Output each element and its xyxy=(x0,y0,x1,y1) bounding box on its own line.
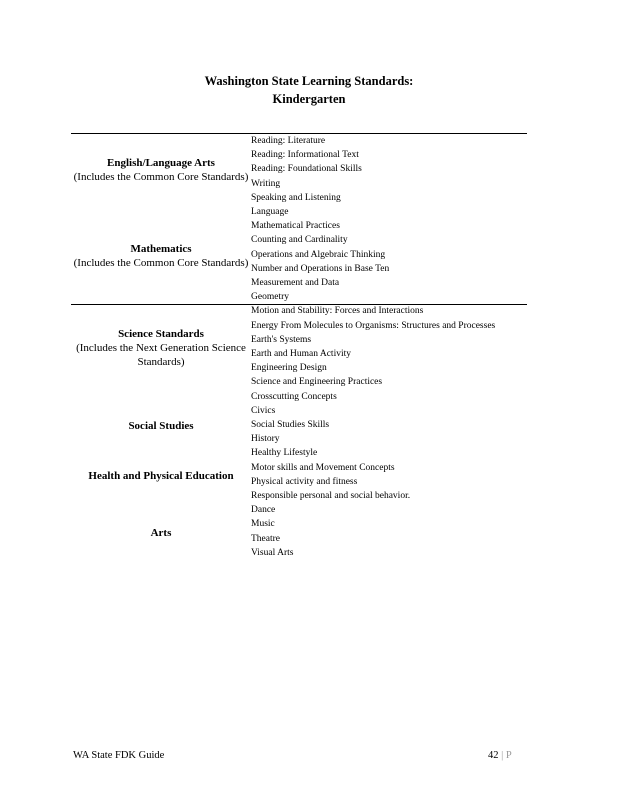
subject-heading: Science Standards xyxy=(118,328,204,340)
subject-note: (Includes the Common Core Standards) xyxy=(73,257,249,269)
list-item: Crosscutting Concepts xyxy=(251,391,337,402)
subject-note: (Includes the Common Core Standards) xyxy=(73,171,249,183)
list-item: Motor skills and Movement Concepts xyxy=(251,462,395,473)
list-item: Civics xyxy=(251,405,276,416)
title-line-1: Washington State Learning Standards: xyxy=(204,74,414,88)
list-item: Mathematical Practices xyxy=(251,221,340,232)
list-item: Dance xyxy=(251,505,276,516)
list-item: Geometry xyxy=(251,292,289,303)
subject-heading: Arts xyxy=(150,527,172,539)
subject-heading: Social Studies xyxy=(128,420,194,432)
list-item: Reading: Literature xyxy=(251,136,326,146)
subject-label-ela xyxy=(71,156,251,184)
list-item: Language xyxy=(251,207,289,218)
list-item: Reading: Foundational Skills xyxy=(251,164,362,175)
list-item: Visual Arts xyxy=(251,547,294,558)
list-item: Physical activity and fitness xyxy=(251,476,358,487)
list-item: Music xyxy=(251,519,275,530)
list-item: Healthy Lifestyle xyxy=(251,448,318,459)
list-item: Engineering Design xyxy=(251,363,327,374)
list-item: Reading: Informational Text xyxy=(251,150,359,161)
subject-label-social-studies xyxy=(71,419,251,433)
standards-list xyxy=(251,134,495,560)
list-item: Theatre xyxy=(251,533,281,544)
list-item: Operations and Algebraic Thinking xyxy=(251,249,386,260)
list-item: Responsible personal and social behavior. xyxy=(251,491,411,502)
subject-label-math xyxy=(71,242,251,270)
page-label: P xyxy=(505,750,512,761)
subject-label-science xyxy=(71,327,251,369)
list-item: Earth's Systems xyxy=(251,334,312,345)
page-separator: | xyxy=(501,750,504,761)
list-item: Writing xyxy=(251,178,281,189)
list-item: History xyxy=(251,434,280,445)
list-item: Earth and Human Activity xyxy=(251,349,351,360)
subject-heading: English/Language Arts xyxy=(107,157,215,169)
subject-label-arts xyxy=(71,526,251,540)
subject-note: (Includes the Next Generation Science Standards) xyxy=(76,342,246,368)
list-item: Energy From Molecules to Organisms: Structures and Processes xyxy=(251,320,496,331)
document-title xyxy=(0,72,618,108)
subject-heading: Mathematics xyxy=(130,243,192,255)
page-number: 42 xyxy=(488,750,499,761)
footer-page-number xyxy=(488,750,512,761)
footer-guide-name: WA State FDK Guide xyxy=(73,750,165,761)
list-item: Social Studies Skills xyxy=(251,420,330,431)
subject-label-health-pe xyxy=(71,469,251,483)
list-item: Motion and Stability: Forces and Interactions xyxy=(251,306,424,317)
list-item: Speaking and Listening xyxy=(251,192,341,203)
list-item: Number and Operations in Base Ten xyxy=(251,263,390,274)
list-item: Science and Engineering Practices xyxy=(251,377,383,388)
list-item: Measurement and Data xyxy=(251,278,340,289)
title-line-2: Kindergarten xyxy=(272,92,346,106)
subject-heading: Health and Physical Education xyxy=(88,470,234,482)
list-item: Counting and Cardinality xyxy=(251,235,348,246)
